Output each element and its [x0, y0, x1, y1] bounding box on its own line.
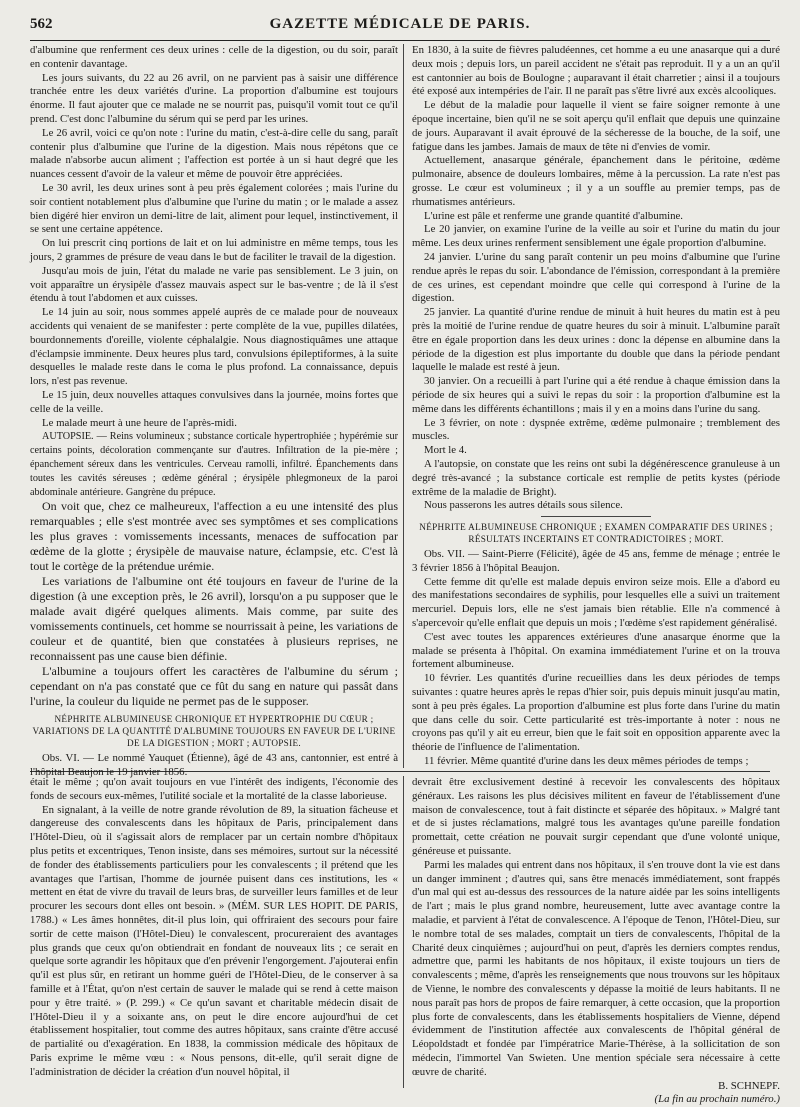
paragraph: A l'autopsie, on constate que les reins ont subi la dégénérescence granuleuse à un degré très-avancé ; la substance corticale est remplie de petits kystes (période extrême de la maladie de Bright).: [412, 457, 780, 498]
paragraph: devrait être exclusivement destiné à recevoir les convalescents des hôpitaux généraux. Les raisons les plus décisives militent en faveur de l'établissement d'une maison de convalescence, tout à fait distincte et séparée des hôpitaux. » Malgré tant et de si justes réclamations, malgré tous les avantages qu'une pareille fondation promettait, cette création ne pouvait surgir cependant que d'une volonté unique, généreuse et puissante.: [412, 776, 780, 857]
column-right-bottom: [412, 776, 780, 1106]
paragraph: 24 janvier. L'urine du sang paraît contenir un peu moins d'albumine que l'urine rendue après le repas du soir. L'abondance de l'émission, correspondant à la première de ces urines, est cependant moindre que celle qui correspond à l'urine de la digestion.: [412, 250, 780, 305]
paragraph: Les variations de l'albumine ont été toujours en faveur de l'urine de la digestion (à une exception près, le 26 avril), lorsqu'on a pu supposer que le malade avait digéré quelques aliments. Mais comme, par suite des vomissements continuels, cet homme se nourrissait à peine, les variations de couleur et de quantité, bien que constatées à plusieurs reprises, ne reconnaissent pas une cause bien définie.: [30, 574, 398, 664]
paragraph: Le 14 juin au soir, nous sommes appelé auprès de ce malade pour de nouveaux accidents qui venaient de se manifester : perte complète de la vue, pupilles dilatées, bourdonnements d'oreille, violente céphalalgie. Nous diagnostiquâmes une attaque d'éclampsie imminente. Deux heures plus tard, convulsions épileptiformes, à la suite desquelles le malade reste dans le coma le plus profond. La connaissance, depuis lors, n'est pas revenue.: [30, 306, 398, 388]
paragraph: Le 15 juin, deux nouvelles attaques convulsives dans la journée, moins fortes que celle de la veille.: [30, 388, 398, 415]
paragraph: Le malade meurt à une heure de l'après-midi.: [42, 416, 238, 429]
paragraph: était le même ; qu'on avait toujours en vue l'intérêt des indigents, l'économie des fonds de secours eux-mêmes, l'utilité sociale et la mortalité de la classe laborieuse.: [30, 776, 398, 802]
paragraph: On lui prescrit cinq portions de lait et on lui administre en même temps, tous les jours, 2 grammes de présure de veau dans le but de faciliter le travail de la digestion.: [30, 237, 398, 263]
paragraph: Le 3 février, on note : dyspnée extrême, œdème pulmonaire ; tremblement des muscles.: [412, 416, 780, 443]
paragraph: En signalant, à la veille de notre grande révolution de 89, la situation fâcheuse et dangereuse des convalescents dans les hôpitaux de Paris, principalement dans l'Hôtel-Dieu, où il s'agissait alors de remplacer par un certain nombre d'hôpitaux plus petits et excentriques, Tenon insiste, dans ses mémoires, surtout sur la nécessité de fonder des établissements particuliers pour les convalescents ; il prétend que les avantages que l'artisan, l'homme de journée puisent dans ces institutions, les « mettent en état de vivre du travail de leurs bras, de surveiller leurs familles et de leur procurer les secours dont elles ont besoin. » (MÉM. SUR LES HOPIT. DE PARIS, 1788.) « Les âmes honnêtes, dit-il plus loin, qui offriraient des secours pour faire sortir de cette maison (l'Hôtel-Dieu) le convalescent, procureraient des avantages plus grands que ceux qu'on obtiendrait en fondant de nouveaux lits ; ce serait en quelque sorte agrandir les hôpitaux que d'en prévenir l'engorgement. J'ajouterai enfin qu'il est plus sûr, en retirant un homme guéri de l'Hôtel-Dieu, de le conserver à sa famille et à l'État, qu'on n'est certain de sauver le malade qui se rend à cette maison pour y être traité. » (P. 299.) « Ce qu'un savant et charitable médecin disait de l'Hôtel-Dieu il y a soixante ans, on peut le dire encore aujourd'hui de cet établissement hospitalier, tout comme des autres hôpitaux, sans crainte d'être accusé de partialité ou d'exagération. En 1838, la commission médicale des hôpitaux de Paris exprime le même vœu : « Nous pensons, dit-elle, qu'il serait digne de l'administration de décider la création d'un nouvel hôpital, il: [30, 803, 398, 1078]
column-right-top: [412, 44, 780, 766]
paragraph: Le début de la maladie pour laquelle il vient se faire soigner remonte à une époque incertaine, bien qu'il ne se soit aperçu qu'il enflait que depuis une quinzaine de jours. Auparavant il avait éprouvé de la sécheresse de la bouche, de la soif, une fatigue dans les jambes. Jamais de maux de tête ni d'envies de vomir.: [412, 99, 780, 153]
paragraph: Mort le 4.: [424, 444, 467, 457]
section-heading: NÉPHRITE ALBUMINEUSE CHRONIQUE ; EXAMEN COMPARATIF DES URINES ; RÉSULTATS INCERTAINS ET CONTRADICTOIRES ; MORT.: [419, 522, 773, 545]
paragraph: 30 janvier. On a recueilli à part l'urine qui a été rendue à chaque émission dans la période de six heures qui a suivi le repas du soir : la proportion d'albumine est la même dans les différents échantillons ; mais il y en a moins dans l'urine du sang.: [412, 375, 780, 415]
section-heading: NÉPHRITE ALBUMINEUSE CHRONIQUE ET HYPERTROPHIE DU CŒUR ; VARIATIONS DE LA QUANTITÉ D'ALBUMINE TOUJOURS EN FAVEUR DE L'URINE DE LA DIGESTION ; MORT ; AUTOPSIE.: [32, 714, 396, 749]
continued-note: (La fin au prochain numéro.): [654, 1093, 780, 1106]
paragraph: 25 janvier. La quantité d'urine rendue de minuit à huit heures du matin est à peu près la moitié de l'urine rendue de quatre heures du soir à minuit. L'albumine paraît être en égale proportion dans les deux urines : donc la dépense en albumine dans la période de la digestion est plus importante du double que dans la période pendant laquelle le malade est resté à jeun.: [412, 306, 780, 374]
paragraph: Nous passerons les autres détails sous silence.: [424, 499, 623, 512]
paragraph: d'albumine que renferment ces deux urines : celle de la digestion, ou du soir, paraît en contenir davantage.: [30, 44, 398, 70]
autopsy-paragraph: AUTOPSIE. — Reins volumineux ; substance corticale hypertrophiée ; hypérémie sur certains points, décoloration commençante sur d'autres. Infiltration de la pie-mère ; épanchement séreux dans les ventricules. Cerveau ramolli, infiltré. Épanchements dans toutes les cavités séreuses ; œdème général ; érysipèle phlegmoneux de la paroi abdominale antérieure. Gangrène du prépuce.: [30, 431, 398, 498]
paragraph: Parmi les malades qui entrent dans nos hôpitaux, il s'en trouve dont la vie est dans un danger imminent ; d'autres qui, sans être menacés immédiatement, sont frappés d'un mal qui est au-dessus des ressources de la nature aidée par les soins intelligents de l'art ; mais le plus grand nombre, heureusement, lutte avec avantage contre la maladie, et parvient à l'état de convalescence. A l'époque de Tenon, l'Hôtel-Dieu, sur le nombre total de ses malades, comptait un tiers de convalescents, l'hôpital de la Charité deux cinquièmes ; aujourd'hui on peut, d'après les derniers comptes rendus, admettre que, parmi les habitants de nos hôpitaux, il existe toujours un tiers de convalescents ; même, d'après les renseignements que nous trouvons sur les hôpitaux de Vienne, le nombre des convalescents y dépasse la moitié de leurs habitants. Il ne nous paraît pas hors de propos de faire remarquer, à cette occasion, que la proportion plus forte de convalescents, dans les établissements hospitaliers de Vienne, dépend évidemment de l'institution affectée aux convalescents de l'hôpital général de Léopoldstadt et fondée par l'impératrice Marie-Thérèse, à la sollicitation de son médecin, l'immortel Van Swieten. Une mention spéciale sera nécessaire à cette œuvre de charité.: [412, 858, 780, 1078]
observation-paragraph: Obs. VII. — Saint-Pierre (Félicité), âgée de 45 ans, femme de ménage ; entrée le 3 février 1856 à l'hôpital Beaujon.: [412, 548, 780, 574]
paragraph: On voit que, chez ce malheureux, l'affection a eu une intensité des plus remarquables ; elle s'est montrée avec ses symptômes et ses complications les plus graves : vomissements incessants, menaces de suffocation par œdème de la glotte ; érysipèle de mauvaise nature, éclampsie, etc. C'est là tout le cortège de la prétendue urémie.: [30, 499, 398, 574]
column-left-top: [30, 44, 398, 779]
column-left-bottom: [30, 776, 398, 1088]
paragraph: Le 26 avril, voici ce qu'on note : l'urine du matin, c'est-à-dire celle du sang, paraît contenir plus d'albumine que l'urine de la digestion. Mais nous répétons que ce malade n'absorbe aucun aliment ; l'affection est portée à un si haut degré que les nuances cessent d'avoir de la valeur et même de pouvoir être appréciées.: [30, 126, 398, 181]
paragraph: L'urine est pâle et renferme une grande quantité d'albumine.: [424, 209, 684, 222]
paragraph: L'albumine a toujours offert les caractères de l'albumine du sérum ; cependant on n'a pas constaté que ce fût du sang en nature qui passât dans l'urine, la couleur du liquide ne permet pas de le supposer.: [30, 664, 398, 709]
page-header: [30, 14, 770, 41]
paragraph: Jusqu'au mois de juin, l'état du malade ne varie pas sensiblement. Le 3 juin, on voit apparaître un érysipèle d'assez mauvais aspect sur le bas-ventre ; de là il s'est étendu à tout l'abdomen et aux cuisses.: [30, 264, 398, 305]
paragraph: Cette femme dit qu'elle est malade depuis environ seize mois. Elle a d'abord eu des manifestations secondaires de syphilis, pour lesquelles elle a suivi un traitement mercuriel. Depuis lors, elle ne s'est jamais bien rétablie. Elle n'a commencé à s'apercevoir qu'elle enflait que depuis un mois ; l'œdème s'est rapidement généralisé.: [412, 575, 780, 630]
column-divider-top: [403, 44, 404, 768]
column-divider-bottom: [403, 776, 404, 1088]
paragraph: 10 février. Les quantités d'urine recueillies dans les deux périodes de temps suivantes : quatre heures après le repas d'hier soir, puis depuis minuit jusqu'au matin, sont à peu près égales. La proportion d'albumine est plus forte dans l'urine du matin que dans celle du soir. Cette particularité est très-importante à noter : nous ne croyons pas qu'il y ait eu erreur, bien que le fait soit en opposition apparente avec la théorie de l'influence de l'alimentation.: [412, 672, 780, 754]
paragraph: Le 30 avril, les deux urines sont à peu près également colorées ; mais l'urine du soir contient notablement plus d'albumine que l'urine du matin ; or le malade a assez bien digéré hier environ un demi-litre de lait, aliment pour lequel, instinctivement, il se sent une certaine appétence.: [30, 181, 398, 236]
journal-title: GAZETTE MÉDICALE DE PARIS.: [269, 16, 531, 32]
paragraph: En 1830, à la suite de fièvres paludéennes, cet homme a eu une anasarque qui a duré deux mois ; depuis lors, un pareil accident ne s'était pas reproduit. Il y a un an qu'il est cantonnier au bois de Boulogne ; auparavant il était charretier ; ainsi il a toujours été exposé aux intempéries de l'air. Il ne paraît pas s'être livré aux excès alcooliques.: [412, 44, 780, 98]
paragraph: Les jours suivants, du 22 au 26 avril, on ne parvient pas à saisir une différence tranchée entre les deux variétés d'urine. La proportion d'albumine est toujours énorme. Il faut ajouter que ce malade ne se nourrit pas, puisqu'il vomit tout ce qu'il prend. C'est donc l'albumine du sérum qui se perd par les urines.: [30, 71, 398, 125]
author-signature: B. SCHNEPF.: [718, 1079, 780, 1092]
page-number: 562: [30, 16, 53, 32]
paragraph: Le 20 janvier, on examine l'urine de la veille au soir et l'urine du matin du jour même. Les deux urines renferment sensiblement une égale proportion d'albumine.: [412, 223, 780, 250]
observation-paragraph: Obs. VI. — Le nommé Yauquet (Étienne), âgé de 43 ans, cantonnier, est entré à l'hôpital Beaujon le 19 janvier 1856.: [30, 752, 398, 779]
short-rule: [541, 516, 651, 517]
paragraph: Actuellement, anasarque générale, épanchement dans le péritoine, œdème pulmonaire, absence de douleurs lombaires, même à la percussion. La rate n'est pas grosse. Le cœur est volumineux ; il y a un souffle au premier temps, pas de rhumatismes antérieurs.: [412, 154, 780, 208]
paragraph: C'est avec toutes les apparences extérieures d'une anasarque énorme que la malade se présenta à l'hôpital. On examina immédiatement l'urine et on la trouva fortement albumineuse.: [412, 630, 780, 671]
paragraph: 11 février. Même quantité d'urine dans les deux mêmes périodes de temps ;: [424, 755, 749, 768]
